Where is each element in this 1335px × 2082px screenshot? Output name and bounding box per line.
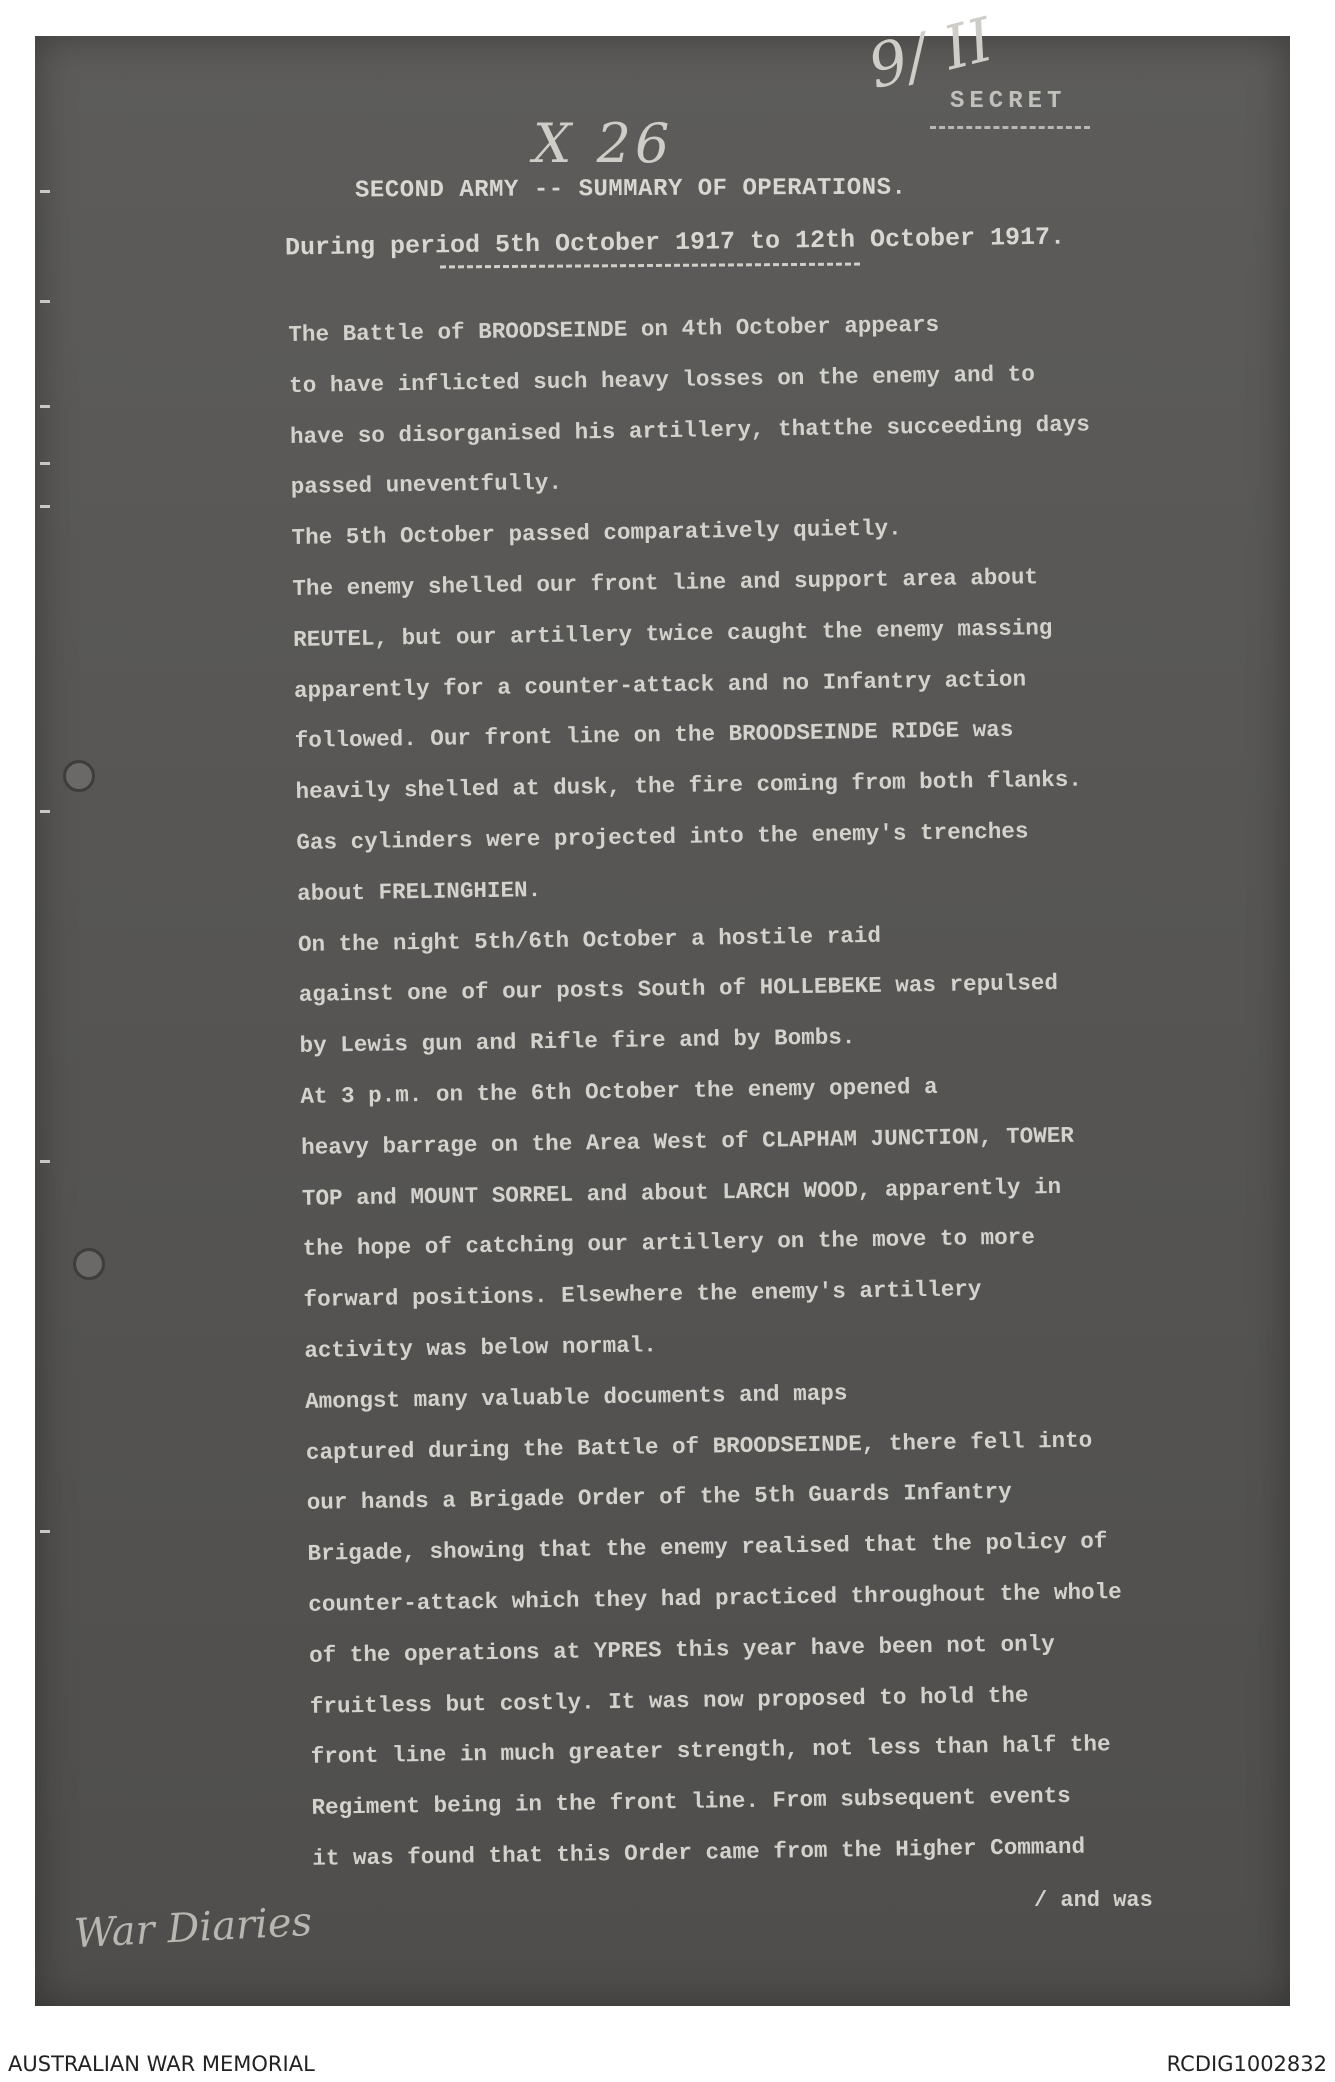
- body-line: about FRELINGHIEN.: [296, 876, 542, 907]
- body-line: counter-attack which they had practiced throughout the whole: [308, 1578, 1122, 1618]
- body-line: The Battle of BROODSEINDE on 4th October appears: [288, 311, 940, 348]
- body-line: followed. Our front line on the BROODSEINDE RIDGE was: [294, 717, 1014, 755]
- body-line: by Lewis gun and Rifle fire and by Bombs.: [299, 1024, 856, 1060]
- body-line: captured during the Battle of BROODSEINDE, there fell into: [305, 1427, 1093, 1466]
- body-line: have so disorganised his artillery, thatthe succeeding days: [289, 411, 1091, 450]
- binding-mark: [40, 1160, 50, 1163]
- body-line: Gas cylinders were projected into the enemy's trenches: [296, 818, 1029, 856]
- body-line: it was found that this Order came from the Higher Command: [312, 1833, 1086, 1872]
- record-identifier: RCDIG1002832: [1166, 2052, 1327, 2076]
- body-line: our hands a Brigade Order of the 5th Guards Infantry: [306, 1479, 1012, 1517]
- punch-hole-lower: [73, 1248, 105, 1280]
- body-line: The 5th October passed comparatively quietly.: [291, 515, 902, 552]
- body-line: Amongst many valuable documents and maps: [304, 1380, 848, 1415]
- binding-mark: [40, 505, 50, 508]
- institution-caption: AUSTRALIAN WAR MEMORIAL: [8, 2052, 315, 2076]
- binding-mark: [40, 405, 50, 408]
- body-line: the hope of catching our artillery on the move to more: [302, 1224, 1036, 1263]
- body-line: against one of our posts South of HOLLEBEKE was repulsed: [298, 970, 1059, 1009]
- body-line: passed uneventfully.: [290, 470, 563, 501]
- body-line: forward positions. Elsewhere the enemy's artillery: [303, 1276, 982, 1314]
- body-line: Regiment being in the front line. From subsequent events: [311, 1782, 1071, 1821]
- binding-mark: [40, 462, 50, 465]
- body-line: activity was below normal.: [304, 1332, 658, 1364]
- body-line: Brigade, showing that the enemy realised that the policy of: [307, 1528, 1108, 1567]
- binding-mark: [40, 190, 50, 193]
- body-line: heavy barrage on the Area West of CLAPHAM JUNCTION, TOWER: [300, 1122, 1075, 1161]
- body-line: of the operations at YPRES this year have been not only: [308, 1630, 1055, 1669]
- binding-mark: [40, 810, 50, 813]
- body-line: The enemy shelled our front line and support area about: [292, 564, 1039, 602]
- classification-underline: [930, 126, 1090, 129]
- document-heading: SECOND ARMY -- SUMMARY OF OPERATIONS.: [354, 174, 907, 205]
- body-line: At 3 p.m. on the 6th October the enemy opened a: [300, 1073, 938, 1110]
- handwritten-reference: X 26: [533, 112, 674, 175]
- binding-mark: [40, 1530, 50, 1533]
- binding-mark: [40, 300, 50, 303]
- body-line: TOP and MOUNT SORREL and about LARCH WOOD, apparently in: [301, 1173, 1062, 1212]
- handwritten-corner-mark: 9/ II: [861, 4, 1000, 103]
- continuation-marker: / and was: [1034, 1888, 1153, 1913]
- body-line: to have inflicted such heavy losses on the enemy and to: [288, 361, 1036, 399]
- body-line: On the night 5th/6th October a hostile raid: [297, 922, 882, 958]
- body-line: heavily shelled at dusk, the fire coming from both flanks.: [295, 766, 1083, 806]
- body-line: REUTEL, but our artillery twice caught the enemy massing: [292, 614, 1053, 653]
- body-line: front line in much greater strength, not less than half the: [310, 1731, 1111, 1771]
- classification-stamp: SECRET: [950, 88, 1067, 115]
- period-line: During period 5th October 1917 to 12th October 1917.: [284, 222, 1066, 263]
- margin-note: War Diaries: [72, 1898, 314, 1958]
- body-text: [288, 295, 1253, 1884]
- body-line: apparently for a counter-attack and no Infantry action: [293, 666, 1027, 704]
- punch-hole-upper: [63, 760, 95, 792]
- body-line: fruitless but costly. It was now proposed to hold the: [309, 1682, 1029, 1720]
